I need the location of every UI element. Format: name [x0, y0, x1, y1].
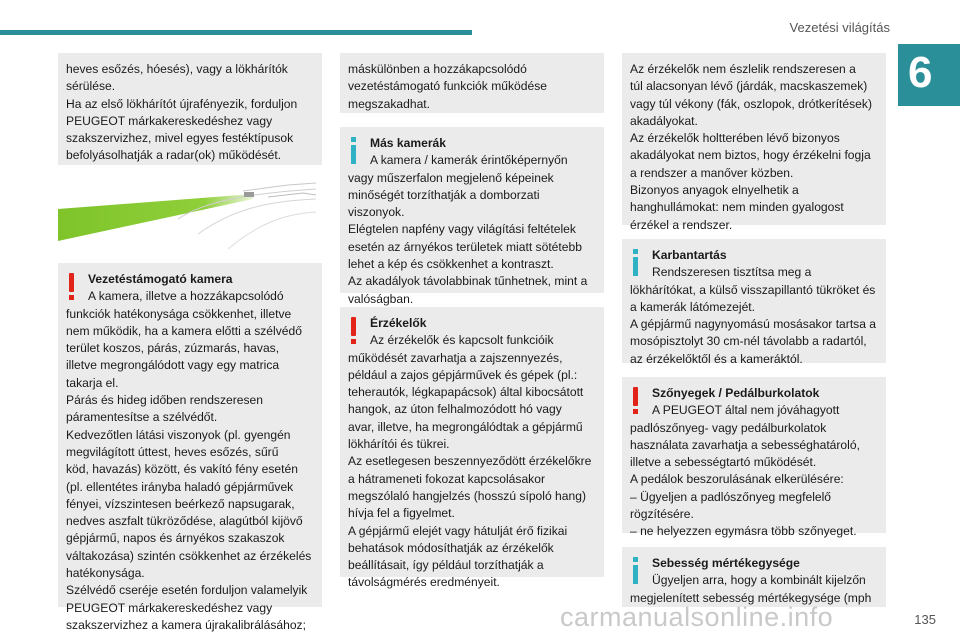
text-block [58, 53, 322, 165]
info-box-maintenance [622, 239, 886, 366]
info-icon [633, 557, 639, 585]
paragraph: Az érzékelők nem észlelik rendszeresen a túl alacsonyan lévő (járdák, macskaszemek) vagy túl vékony (fák, oszlopok, drótkerítések) akadályokat. Az érzékelők holtterében lévő bizonyos akadályokat nem biztos, hogy érzékelni fogja a rendszer a manőver közben. Bizonyos anyagok elnyelhetik a hanghullámokat: nem minden gyalogost érzékel a rendszer. [630, 62, 872, 232]
paragraph: megjelenített sebesség mértékegysége (mph [630, 590, 872, 605]
paragraph: heves esőzés, hóesés), vagy a lökhárítók sérülése. Ha az első lökhárítót újrafényezik, forduljon PEUGEOT márkakereskedéshez vagy szakszervizhez, mivel egyes festéktípusok befolyásolhatják a radar(ok) működését. [66, 62, 298, 163]
box-title: Szőnyegek / Pedálburkolatok [652, 386, 820, 400]
warning-icon [633, 387, 639, 415]
paragraph: padlószőnyeg- vagy pedálburkolatok használata zavarhatja a sebességhatároló, illetve a sebességtartó működését. A pedálok beszorulásának elkerülésére: – Ügyeljen a padlószőnyeg megfelelő rögzítésére. – ne helyezzen egymásra több szőnyeget. [630, 420, 860, 539]
box-lead: A PEUGEOT által nem jóváhagyott [652, 403, 840, 418]
box-title: Érzékelők [370, 316, 427, 330]
column-3 [622, 53, 886, 621]
box-title: Karbantartás [652, 248, 727, 262]
paragraph: máskülönben a hozzákapcsolódó vezetéstámogató funkciók működése megszakadhat. [348, 62, 547, 111]
warning-box-floor-mats [622, 377, 886, 539]
text-block [340, 53, 604, 113]
paragraph: működését zavarhatja a zajszennyezés, például a zajos gépjárművek és gépek (pl.: teherautók, légkapapácsok) által kibocsátott hangok, az úton felhalmozódott hó vagy avar, illetve, ha megrongálódtak a gépjármű lökhárítói és tükrei. Az esetlegesen beszennyeződött érzékelőkre a hátrameneti fokozat kapcsolásakor megszólaló hangjelzés (hosszú sípoló hang) hívja fel a figyelmet. A gépjármű elejét vagy hátulját érő fizikai behatások módosíthatják az érzékelők beállításait, így például torzíthatják a távolságmérés eredményeit. [348, 350, 592, 590]
car-camera-beam-image [58, 179, 316, 249]
watermark: carmanualsonline.info [560, 602, 834, 632]
box-lead: Ügyeljen arra, hogy a kombinált kijelzőn [652, 573, 866, 588]
warning-icon [69, 273, 75, 301]
page-number: 135 [914, 612, 936, 627]
chapter-tab [898, 44, 960, 106]
box-lead: A kamera, illetve a hozzákapcsolódó [88, 289, 284, 304]
column-2 [340, 53, 604, 591]
box-lead: Az érzékelők és kapcsolt funkcióik [370, 333, 554, 348]
chapter-number: 6 [908, 48, 933, 97]
info-icon [351, 137, 357, 165]
warning-box-sensors [340, 307, 604, 590]
box-title: Más kamerák [370, 136, 446, 150]
info-box-other-cameras [340, 127, 604, 306]
camera-field-illustration [58, 179, 316, 249]
box-title: Sebesség mértékegysége [652, 556, 800, 570]
paragraph: funkciók hatékonysága csökkenhet, illetve nem működik, ha a kamera előtti a szélvédő terület koszos, párás, zúzmarás, havas, illetve megrongálódott vagy egy matrica takarja el. Párás és hideg időben rendszeresen páramentesítse a szélvédőt. Kedvezőtlen látási viszonyok (pl. gyengén megvilágított úttest, heves esőzés, sűrű köd, havazás) között, és vakító fény esetén (pl. ellentétes irányba haladó gépjárművek fényei, vízszintesen beérkező napsugarak, nedves aszfalt tükröződése, alagútból kijövő gépjármű, napos és árnyékos szakaszok váltakozása) szintén csökkenhet az érzékelés hatékonysága. Szélvédő cseréje esetén forduljon valamelyik PEUGEOT márkakereskedéshez vagy szakszervizhez a kamera újrakalibrálásához; [66, 306, 312, 632]
box-lead: Rendszeresen tisztítsa meg a [652, 265, 812, 280]
info-icon [633, 249, 639, 277]
warning-icon [351, 317, 357, 345]
paragraph: vagy műszerfalon megjelenő képeinek minőségét torzíthatják a domborzati viszonyok. Elégtelen napfény vagy világítási feltételek esetén az árnyékos területek miatt sötétebb lehet a kép és csökkenhet a kontraszt. Az akadályok távolabbinak tűnhetnek, mint a valóságban. [348, 170, 588, 306]
paragraph: lökhárítókat, a külső visszapillantó tükröket és a kamerák látómezejét. A gépjármű nagynyomású mosásakor tartsa a mosópisztolyt 30 cm-nél távolabb a radartól, az érzékelőktől és a kameráktól. [630, 282, 877, 366]
section-title: Vezetési világítás [789, 20, 890, 35]
info-box-speed-unit [622, 547, 886, 607]
warning-box-camera [58, 263, 322, 632]
box-lead: A kamera / kamerák érintőképernyőn [370, 153, 568, 168]
column-1 [58, 53, 322, 632]
text-block [622, 53, 886, 232]
box-title: Vezetéstámogató kamera [88, 272, 233, 286]
header-accent-line [0, 30, 472, 35]
